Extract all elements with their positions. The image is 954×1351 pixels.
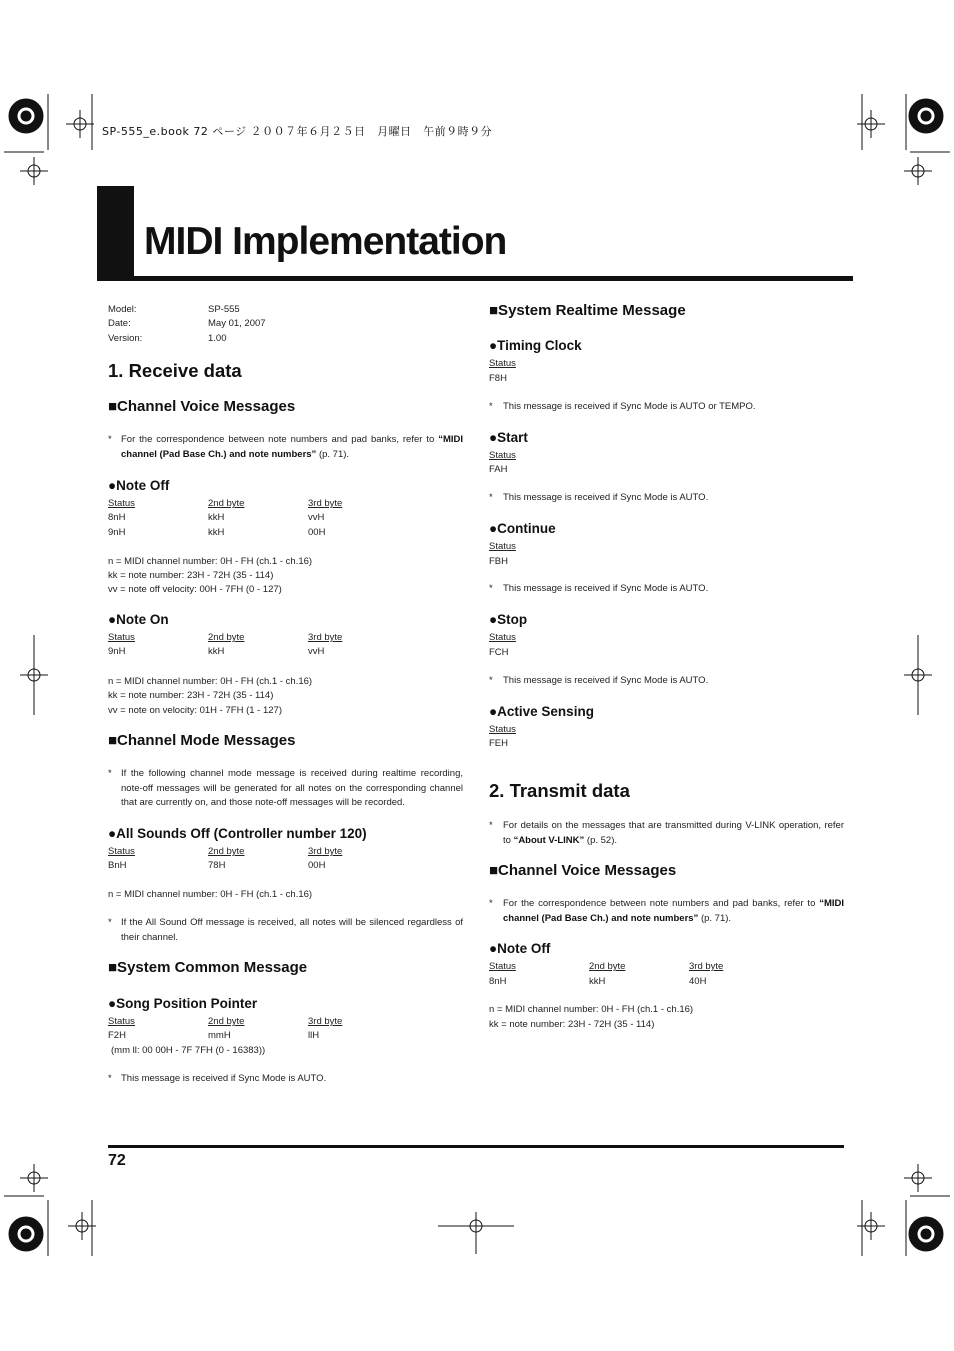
page-title: MIDI Implementation	[144, 220, 507, 263]
note-text: This message is received if Sync Mode is AUTO or TEMPO.	[503, 401, 756, 412]
meta-model-label: Model:	[108, 304, 137, 315]
aso-note	[108, 916, 463, 945]
col-2nd-byte: 2nd byte	[589, 961, 626, 972]
table-cell: kkH	[208, 512, 225, 523]
meta-date-value: May 01, 2007	[208, 318, 266, 329]
cvm-note	[108, 433, 463, 462]
tx-channel-voice-heading: ■Channel Voice Messages	[489, 862, 677, 879]
col-status: Status	[108, 846, 135, 857]
note-ref: “About V-LINK”	[513, 834, 585, 846]
note-off-heading: ●Note Off	[108, 478, 170, 493]
col-status: Status	[489, 961, 516, 972]
table-cell: kkH	[589, 976, 606, 987]
status-value: FCH	[489, 647, 509, 658]
col-status: Status	[489, 632, 516, 643]
note-text: For details on the messages that are transmitted during V-LINK operation, refer to	[503, 820, 844, 846]
all-sounds-off-heading: ●All Sounds Off (Controller number 120)	[108, 826, 367, 841]
col-status: Status	[489, 358, 516, 369]
table-cell: F2H	[108, 1030, 126, 1041]
status-value: FEH	[489, 738, 508, 749]
note-text: If the All Sound Off message is received, all notes will be silenced regardless of their channel.	[121, 917, 463, 943]
col-2nd-byte: 2nd byte	[208, 846, 245, 857]
receive-data-heading: 1. Receive data	[108, 360, 242, 381]
desc-line: vv = note off velocity: 00H - 7FH (0 - 127)	[108, 584, 282, 595]
table-cell: 00H	[308, 860, 326, 871]
table-cell: 78H	[208, 860, 226, 871]
table-cell: kkH	[208, 527, 225, 538]
note-text: If the following channel mode message is received during realtime recording, note-off messages will be generated for all notes on the corresponding channel that are currently on, and those note-off messages will be recorded.	[121, 768, 463, 808]
continue-heading: ●Continue	[489, 521, 556, 536]
note-text: This message is received if Sync Mode is AUTO.	[503, 492, 709, 503]
tx-cvm-note	[489, 897, 844, 926]
title-bar-decoration	[97, 186, 134, 280]
start-heading: ●Start	[489, 430, 528, 445]
col-status: Status	[108, 632, 135, 643]
note-page: (p. 71).	[698, 912, 732, 924]
note-asterisk: *	[489, 492, 493, 503]
song-position-heading: ●Song Position Pointer	[108, 996, 258, 1011]
note-page: (p. 52).	[584, 834, 618, 846]
status-value: FAH	[489, 464, 508, 475]
col-status: Status	[489, 724, 516, 735]
stop-heading: ●Stop	[489, 612, 528, 627]
note-asterisk: *	[489, 820, 493, 831]
meta-date-label: Date:	[108, 318, 131, 329]
note-asterisk: *	[108, 768, 112, 779]
note-text: This message is received if Sync Mode is AUTO.	[503, 675, 709, 686]
col-status: Status	[489, 541, 516, 552]
col-3rd-byte: 3rd byte	[308, 498, 343, 509]
status-value: F8H	[489, 373, 507, 384]
meta-model-value: SP-555	[208, 304, 240, 315]
note-asterisk: *	[108, 917, 112, 928]
note-asterisk: *	[489, 898, 493, 909]
transmit-data-heading: 2. Transmit data	[489, 780, 630, 801]
desc-line: kk = note number: 23H - 72H (35 - 114)	[108, 690, 274, 701]
note-text: This message is received if Sync Mode is AUTO.	[121, 1073, 327, 1084]
spp-note	[108, 1072, 463, 1087]
table-cell: llH	[308, 1030, 320, 1041]
start-note	[489, 491, 844, 506]
desc-line: kk = note number: 23H - 72H (35 - 114)	[108, 570, 274, 581]
timing-clock-heading: ●Timing Clock	[489, 338, 582, 353]
note-asterisk: *	[108, 1073, 112, 1084]
table-cell: BnH	[108, 860, 127, 871]
table-cell: 9nH	[108, 527, 126, 538]
desc-line: (mm ll: 00 00H - 7F 7FH (0 - 16383))	[111, 1045, 266, 1056]
note-on-heading: ●Note On	[108, 612, 169, 627]
meta-version-value: 1.00	[208, 333, 227, 344]
desc-line: vv = note on velocity: 01H - 7FH (1 - 127)	[108, 705, 282, 716]
cmm-note	[108, 767, 463, 811]
tx-note	[489, 819, 844, 848]
col-2nd-byte: 2nd byte	[208, 632, 245, 643]
col-status: Status	[108, 498, 135, 509]
col-status: Status	[489, 450, 516, 461]
footer-rule	[108, 1145, 844, 1148]
desc-line: kk = note number: 23H - 72H (35 - 114)	[489, 1019, 655, 1030]
channel-mode-heading: ■Channel Mode Messages	[108, 732, 296, 749]
note-asterisk: *	[489, 401, 493, 412]
tc-note	[489, 400, 844, 415]
desc-line: n = MIDI channel number: 0H - FH (ch.1 - ch.16)	[108, 556, 313, 567]
tx-note-off-heading: ●Note Off	[489, 941, 551, 956]
channel-voice-heading: ■Channel Voice Messages	[108, 398, 296, 415]
table-cell: 8nH	[108, 512, 126, 523]
desc-line: n = MIDI channel number: 0H - FH (ch.1 - ch.16)	[108, 676, 313, 687]
table-cell: vvH	[308, 512, 325, 523]
table-cell: 9nH	[108, 646, 126, 657]
table-cell: 8nH	[489, 976, 507, 987]
desc-line: n = MIDI channel number: 0H - FH (ch.1 - ch.16)	[489, 1004, 694, 1015]
note-text: For the correspondence between note numbers and pad banks, refer to	[503, 898, 820, 909]
status-value: FBH	[489, 556, 508, 567]
continue-note	[489, 582, 844, 597]
col-3rd-byte: 3rd byte	[308, 1016, 343, 1027]
active-sensing-heading: ●Active Sensing	[489, 704, 594, 719]
note-asterisk: *	[489, 583, 493, 594]
page-number: 72	[108, 1152, 126, 1169]
col-3rd-byte: 3rd byte	[308, 846, 343, 857]
table-cell: 40H	[689, 976, 707, 987]
col-2nd-byte: 2nd byte	[208, 1016, 245, 1027]
note-asterisk: *	[489, 675, 493, 686]
col-3rd-byte: 3rd byte	[689, 961, 724, 972]
col-3rd-byte: 3rd byte	[308, 632, 343, 643]
system-common-heading: ■System Common Message	[108, 959, 308, 976]
note-text: This message is received if Sync Mode is AUTO.	[503, 583, 709, 594]
note-ref: “MIDI channel (Pad Base Ch.) and note numbers”	[503, 898, 844, 924]
table-cell: 00H	[308, 527, 326, 538]
header-info: SP-555_e.book 72 ページ ２００７年６月２５日 月曜日 午前９時９分	[102, 125, 493, 138]
col-2nd-byte: 2nd byte	[208, 498, 245, 509]
desc-line: n = MIDI channel number: 0H - FH (ch.1 - ch.16)	[108, 889, 313, 900]
meta-version-label: Version:	[108, 333, 143, 344]
title-rule	[97, 276, 853, 281]
table-cell: mmH	[208, 1030, 231, 1041]
col-status: Status	[108, 1016, 135, 1027]
note-text: For the correspondence between note numbers and pad banks, refer to	[121, 434, 439, 445]
stop-note	[489, 674, 844, 689]
note-asterisk: *	[108, 434, 112, 445]
note-page: (p. 71).	[316, 448, 350, 460]
note-ref: “MIDI channel (Pad Base Ch.) and note numbers”	[121, 434, 463, 460]
system-realtime-heading: ■System Realtime Message	[489, 302, 686, 319]
table-cell: vvH	[308, 646, 325, 657]
table-cell: kkH	[208, 646, 225, 657]
